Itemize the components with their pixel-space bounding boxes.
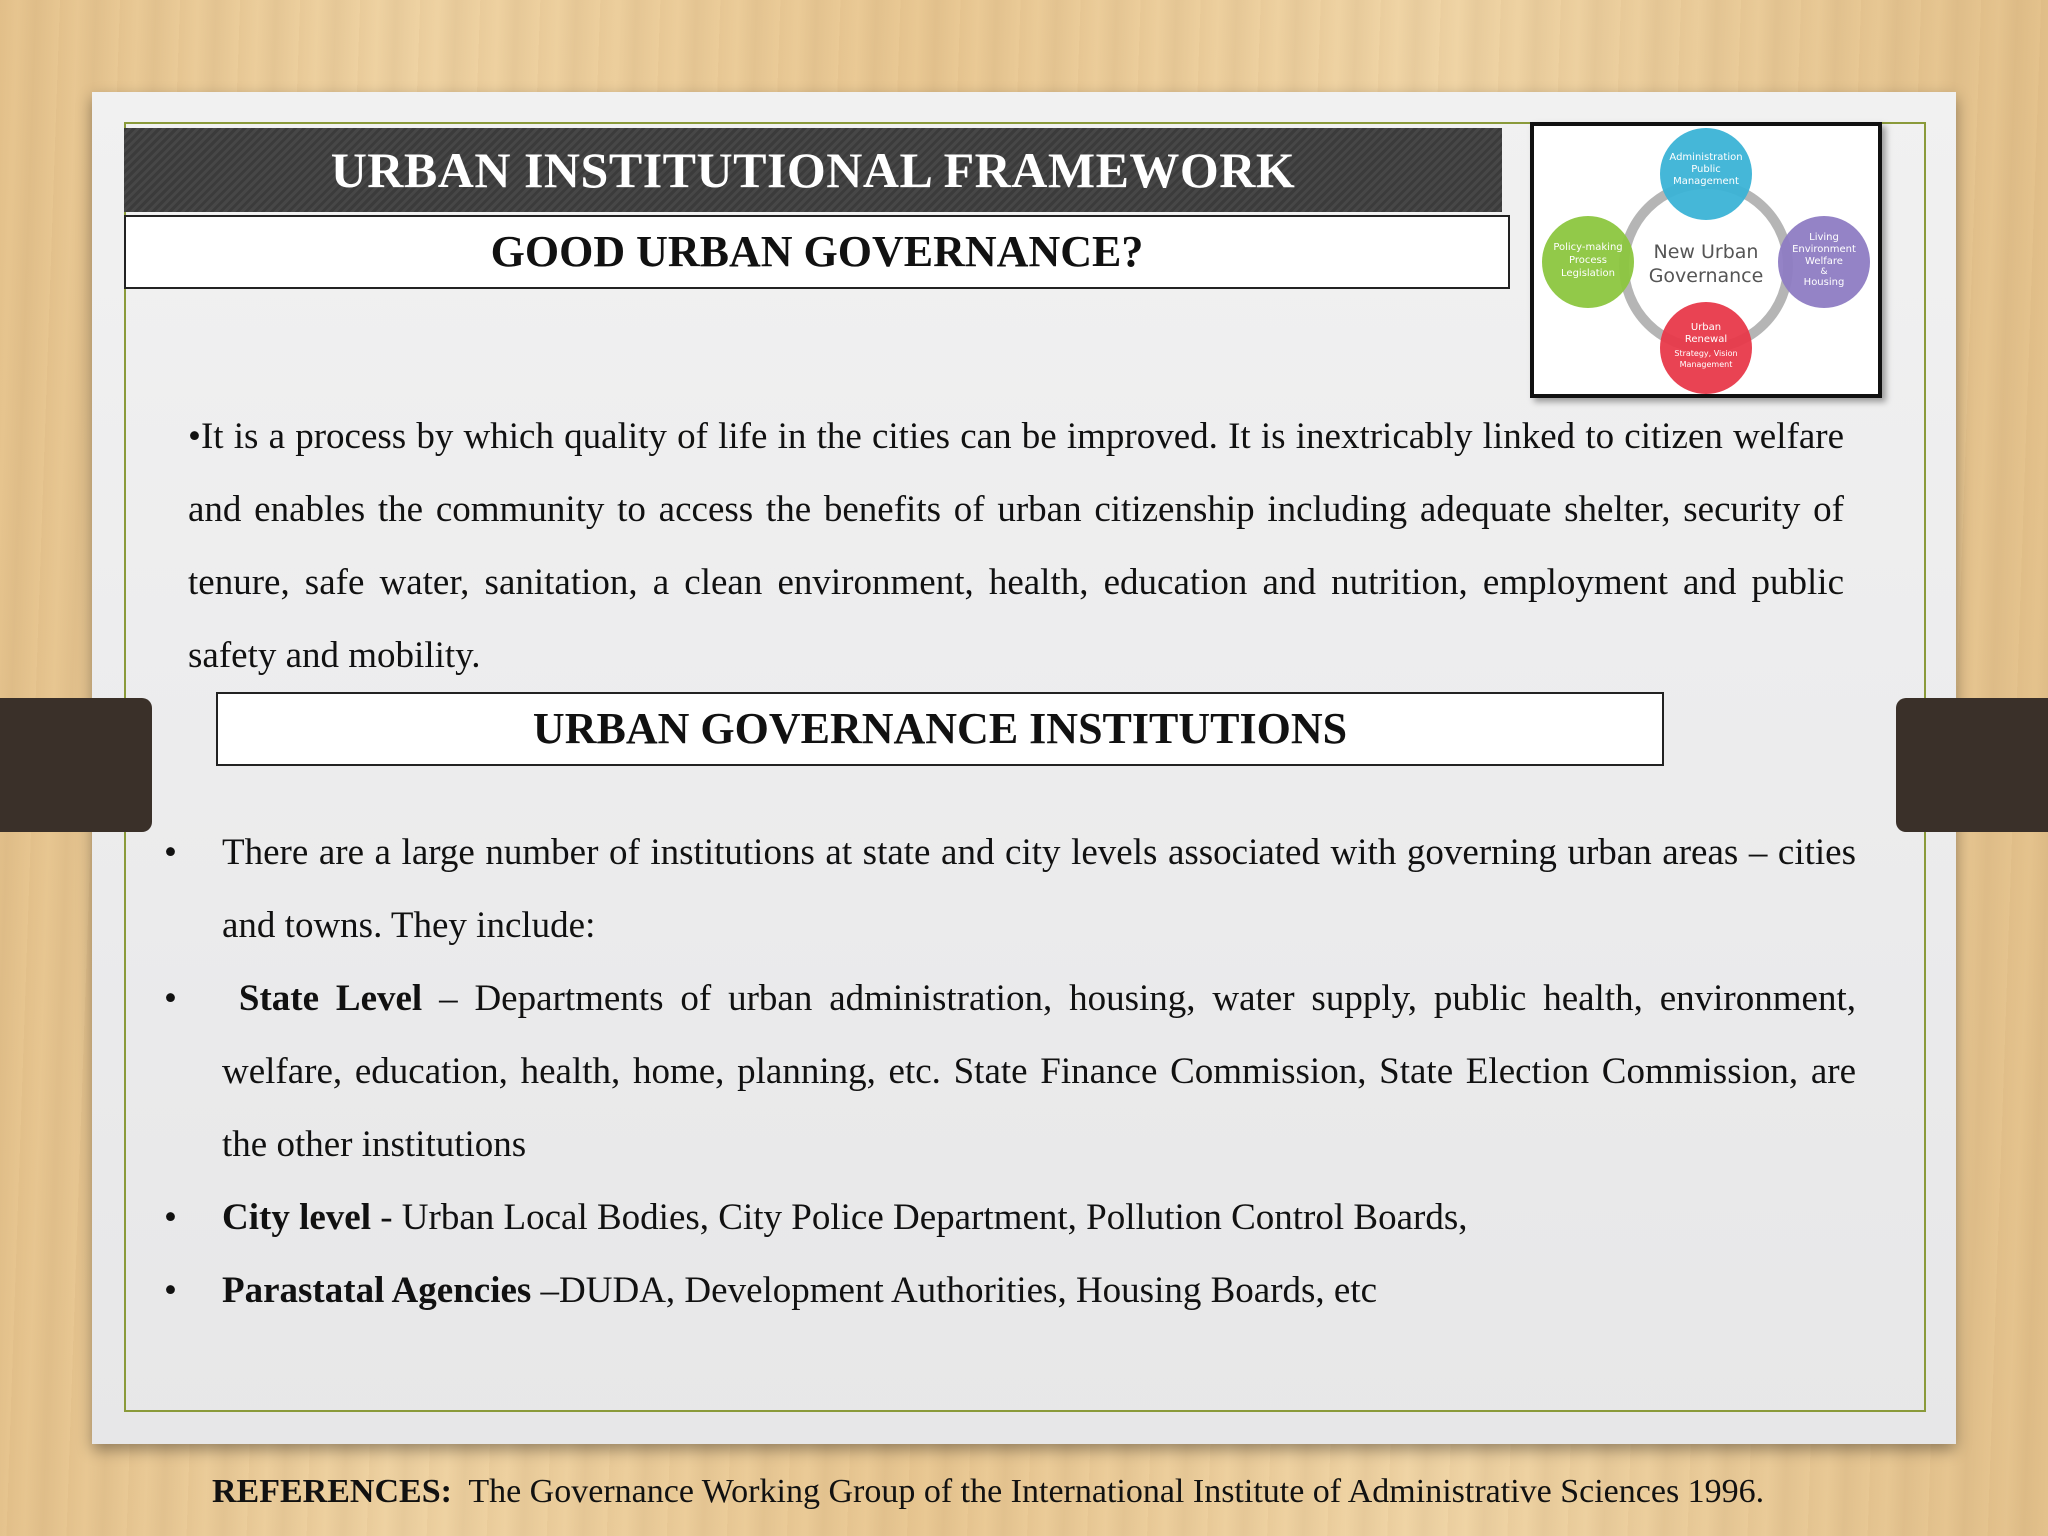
list-item-text: – Departments of urban administration, housing, water supply, public health, environment, welfare, education, health, home, planning, etc. State Finance Commission, State Election Commission, are the other institutions bbox=[222, 978, 1856, 1165]
list-item-label: Parastatal Agencies bbox=[222, 1270, 532, 1311]
diagram-top-line1: Administration bbox=[1669, 152, 1743, 163]
diagram-right-line2: Environment bbox=[1792, 244, 1856, 255]
references-label: REFERENCES: bbox=[212, 1473, 452, 1510]
diagram-right-line1: Living bbox=[1809, 232, 1839, 243]
intro-paragraph: •It is a process by which quality of life in the cities can be improved. It is inextricably linked to citizen welfare and enables the community to access the benefits of urban citizenship including adequate shelter, security of tenure, safe water, sanitation, a clean environment, health, education and nutrition, employment and public safety and mobility. bbox=[188, 416, 1844, 676]
diagram-left-line2: Process bbox=[1569, 255, 1607, 266]
slide-subtitle: GOOD URBAN GOVERNANCE? bbox=[124, 215, 1510, 289]
list-item bbox=[160, 816, 1856, 962]
diagram-right-line4: & bbox=[1820, 267, 1828, 277]
bullet-marker: • bbox=[164, 832, 177, 873]
diagram-right-line5: Housing bbox=[1803, 277, 1845, 288]
references-text: The Governance Working Group of the International Institute of Administrative Sciences 1996. bbox=[451, 1473, 1765, 1510]
diagram-center-line2: Governance bbox=[1648, 265, 1764, 287]
slide-title: URBAN INSTITUTIONAL FRAMEWORK bbox=[124, 128, 1502, 212]
diagram-bottom-line1: Urban bbox=[1690, 322, 1722, 333]
references bbox=[212, 1468, 2012, 1516]
list-item-label: City level bbox=[222, 1197, 371, 1238]
list-item-text: There are a large number of institutions at state and city levels associated with governing urban areas – cities and towns. They include: bbox=[222, 832, 1856, 946]
institutions-list bbox=[160, 816, 1856, 1327]
diagram-right-line3: Welfare bbox=[1805, 256, 1843, 267]
diagram-node-bottom bbox=[1660, 302, 1752, 394]
governance-diagram bbox=[1530, 122, 1882, 398]
bullet-marker: • bbox=[164, 1270, 177, 1311]
diagram-top-line3: Management bbox=[1673, 176, 1739, 187]
list-item bbox=[160, 1181, 1856, 1254]
bullet-marker: • bbox=[164, 978, 177, 1019]
diagram-bottom-line2: Renewal bbox=[1684, 334, 1728, 345]
left-strap bbox=[0, 698, 152, 832]
right-strap bbox=[1896, 698, 2048, 832]
list-item-text: –DUDA, Development Authorities, Housing Boards, etc bbox=[531, 1270, 1378, 1311]
list-item-label: State Level bbox=[222, 978, 423, 1019]
diagram-center-line1: New Urban bbox=[1653, 241, 1759, 263]
list-item bbox=[160, 1254, 1856, 1327]
list-item bbox=[160, 962, 1856, 1181]
governance-diagram-svg bbox=[1534, 126, 1878, 394]
bullet-marker: • bbox=[164, 1197, 177, 1238]
diagram-left-line1: Policy-making bbox=[1553, 242, 1623, 253]
list-item-text: - Urban Local Bodies, City Police Department, Pollution Control Boards, bbox=[370, 1197, 1468, 1238]
diagram-left-line3: Legislation bbox=[1561, 268, 1615, 279]
diagram-bottom-line3: Strategy, Vision bbox=[1674, 349, 1738, 358]
diagram-bottom-line4: Management bbox=[1679, 360, 1733, 369]
diagram-top-line2: Public bbox=[1691, 164, 1721, 175]
section-heading: URBAN GOVERNANCE INSTITUTIONS bbox=[216, 692, 1664, 766]
